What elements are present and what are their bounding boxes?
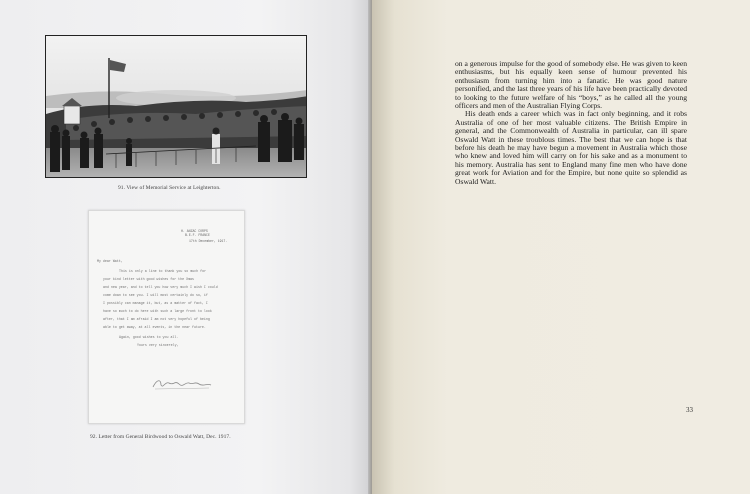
photo-image [46, 36, 307, 178]
letter-header-line: H. ANZAC CORPS [181, 229, 208, 233]
letter-line: able to get away, at all events, in the near future. [103, 325, 206, 329]
letter-line: and new year, and to tell you how very much I wish I could [103, 285, 218, 289]
paragraph: His death ends a career which was in fact only beginning, and it robs Australia of one of her most valuable citizens. The British Empire in general, and the Commonwealth of Australia in particular, can ill spare Oswald Watt in these troublous times. The best that we can hope is that before his death he may have begun a movement in Australia which those who knew and loved him will carry on for his sake and as a monument to his memory. Australia has sent to England many fine men who have done great work for Aviation and for the Empire, but none quite so splendid as Oswald Watt. [455, 109, 687, 186]
letter-line: your kind letter with good wishes for the Xmas [103, 277, 195, 281]
letter-line: Yours very sincerely, [137, 343, 179, 347]
letter-line: This is only a line to thank you so much for [119, 269, 207, 273]
photo-caption: 91. View of Memorial Service at Leighterton. [118, 185, 221, 191]
letter-header-line: B.E.F. FRANCE [185, 233, 210, 237]
letter-line: come down to see you. I will most certainly do so, if [103, 293, 208, 297]
letter-line: Again, good wishes to you all. [119, 335, 179, 339]
paragraph: on a generous impulse for the good of somebody else. He was given to keen enthusiasms, but his equally keen sense of humour prevented his enthusiasm from turning him into a fanatic. He was good nature personified, and the last three years of his life have been practically devoted to looking to the future welfare of his “boys,” as he called all the young officers and men of the Australian Flying Corps. [455, 59, 687, 111]
letter-line: My dear Watt, [97, 259, 123, 263]
memorial-service-photo [45, 35, 307, 178]
letter-facsimile [88, 210, 245, 424]
letter-line: have so much to do here with such a large front to look [103, 309, 212, 313]
body-text [455, 60, 687, 186]
signature-image [151, 377, 213, 391]
letter-line: I possibly can manage it, but, as a matter of fact, I [103, 301, 208, 305]
letter-line: after, that I am afraid I am not very hopeful of being [103, 317, 210, 321]
left-page [0, 0, 372, 494]
letter-caption: 92. Letter from General Birdwood to Oswald Watt, Dec. 1917. [90, 434, 231, 440]
page-number: 33 [686, 406, 693, 414]
letter-header-line: 17th December, 1917. [189, 239, 228, 243]
